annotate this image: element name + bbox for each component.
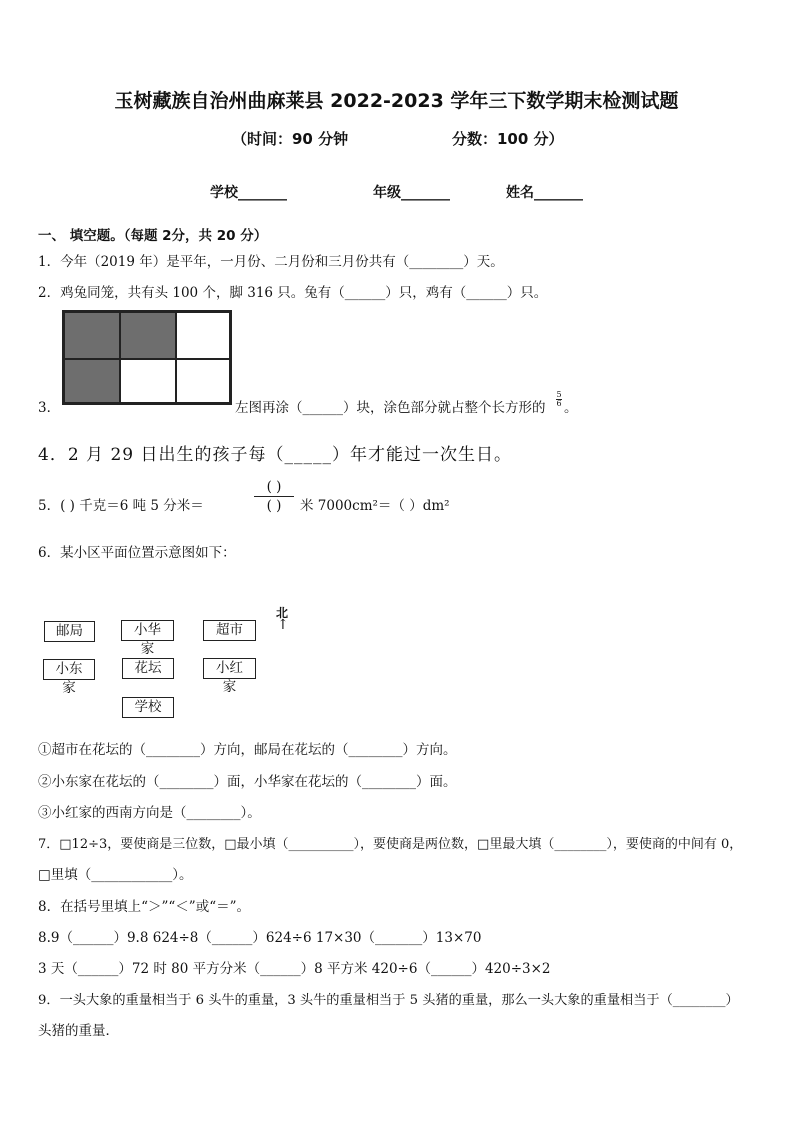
- section-heading: 一、 填空题。（每题 2分，共 20 分）: [38, 228, 268, 244]
- north-label: 北: [276, 606, 289, 620]
- fraction-blank: [250, 479, 298, 514]
- question-9-line-1: 9．一头大象的重量相当于 6 头牛的重量，3 头牛的重量相当于 5 头猪的重量，那么一头大象的重量相当于（________）: [38, 993, 739, 1008]
- question-9-line-2: 头猪的重量．: [38, 1023, 119, 1039]
- north-arrow-icon: ↑: [277, 617, 289, 633]
- map-supermarket: 超市: [203, 620, 256, 641]
- question-3-number: 3．: [38, 400, 61, 416]
- grid-cell-shaded: [64, 359, 120, 403]
- map-xiaohua-home: 小华家: [121, 620, 174, 641]
- grid-cell: [176, 312, 230, 359]
- question-6-part-3: ③小红家的西南方向是（________）。: [38, 805, 261, 821]
- fraction-numerator: 5: [556, 390, 562, 399]
- question-6-part-1: ①超市在花坛的（________）方向，邮局在花坛的（________）方向。: [38, 742, 457, 758]
- fraction-blank-numerator[interactable]: ( ): [266, 479, 282, 495]
- question-3-text: 左图再涂（______）块，涂色部分就占整个长方形的: [235, 400, 546, 416]
- question-8: 8．在括号里填上“＞”“＜”或“＝”。: [38, 899, 250, 915]
- fraction-five-sixths: [556, 391, 562, 408]
- question-6-part-2: ②小东家在花坛的（________）面，小华家在花坛的（________）面。: [38, 774, 457, 790]
- grid-cell: [120, 359, 176, 403]
- grid-cell-shaded: [64, 312, 120, 359]
- question-3-end: 。: [564, 400, 578, 416]
- school-field[interactable]: 学校_______: [210, 185, 287, 201]
- name-field[interactable]: 姓名_______: [506, 185, 583, 201]
- question-5-part-b: 米 7000cm²＝（ ）dm²: [300, 498, 450, 514]
- map-flower-bed: 花坛: [122, 658, 174, 679]
- grid-cell: [176, 359, 230, 403]
- grade-field[interactable]: 年级_______: [373, 185, 450, 201]
- map-xiaohong-home: 小红家: [203, 658, 256, 679]
- fraction-blank-denominator[interactable]: ( ): [266, 498, 282, 514]
- fraction-denominator: 6: [556, 399, 562, 408]
- question-4: 4．2 月 29 日出生的孩子每（_____）年才能过一次生日。: [38, 445, 512, 465]
- page-title: 玉树藏族自治州曲麻莱县 2022-2023 学年三下数学期末检测试题: [114, 90, 679, 112]
- grid-cell-shaded: [120, 312, 176, 359]
- question-1: 1．今年（2019 年）是平年，一月份、二月份和三月份共有（________）天。: [38, 254, 504, 270]
- map-xiaodong-home: 小东家: [43, 659, 95, 680]
- map-post-office: 邮局: [44, 621, 95, 642]
- fraction-bar: [254, 496, 294, 497]
- question-2: 2．鸡兔同笼，共有头 100 个，脚 316 只。兔有（______）只，鸡有（______）只。: [38, 285, 548, 301]
- map-school: 学校: [122, 697, 174, 718]
- question-8-row-2: 3 天（______）72 时 80 平方分米（______）8 平方米 420÷6（______）420÷3×2: [38, 961, 551, 977]
- question-7-line-2: □里填（____________）。: [38, 867, 193, 883]
- exam-score: 分数：100 分）: [452, 130, 564, 148]
- rectangle-grid: [62, 310, 232, 405]
- question-7-line-1: 7．□12÷3，要使商是三位数，□最小填（__________），要使商是两位数，□里最大填（________），要使商的中间有 0，: [38, 837, 743, 852]
- question-6: 6．某小区平面位置示意图如下：: [38, 545, 236, 561]
- question-5-part-a: 5．( ) 千克＝6 吨 5 分米＝: [38, 498, 204, 514]
- question-8-row-1: 8.9（______）9.8 624÷8（______）624÷6 17×30（_______）13×70: [38, 930, 482, 946]
- exam-time: （时间：90 分钟: [232, 130, 349, 148]
